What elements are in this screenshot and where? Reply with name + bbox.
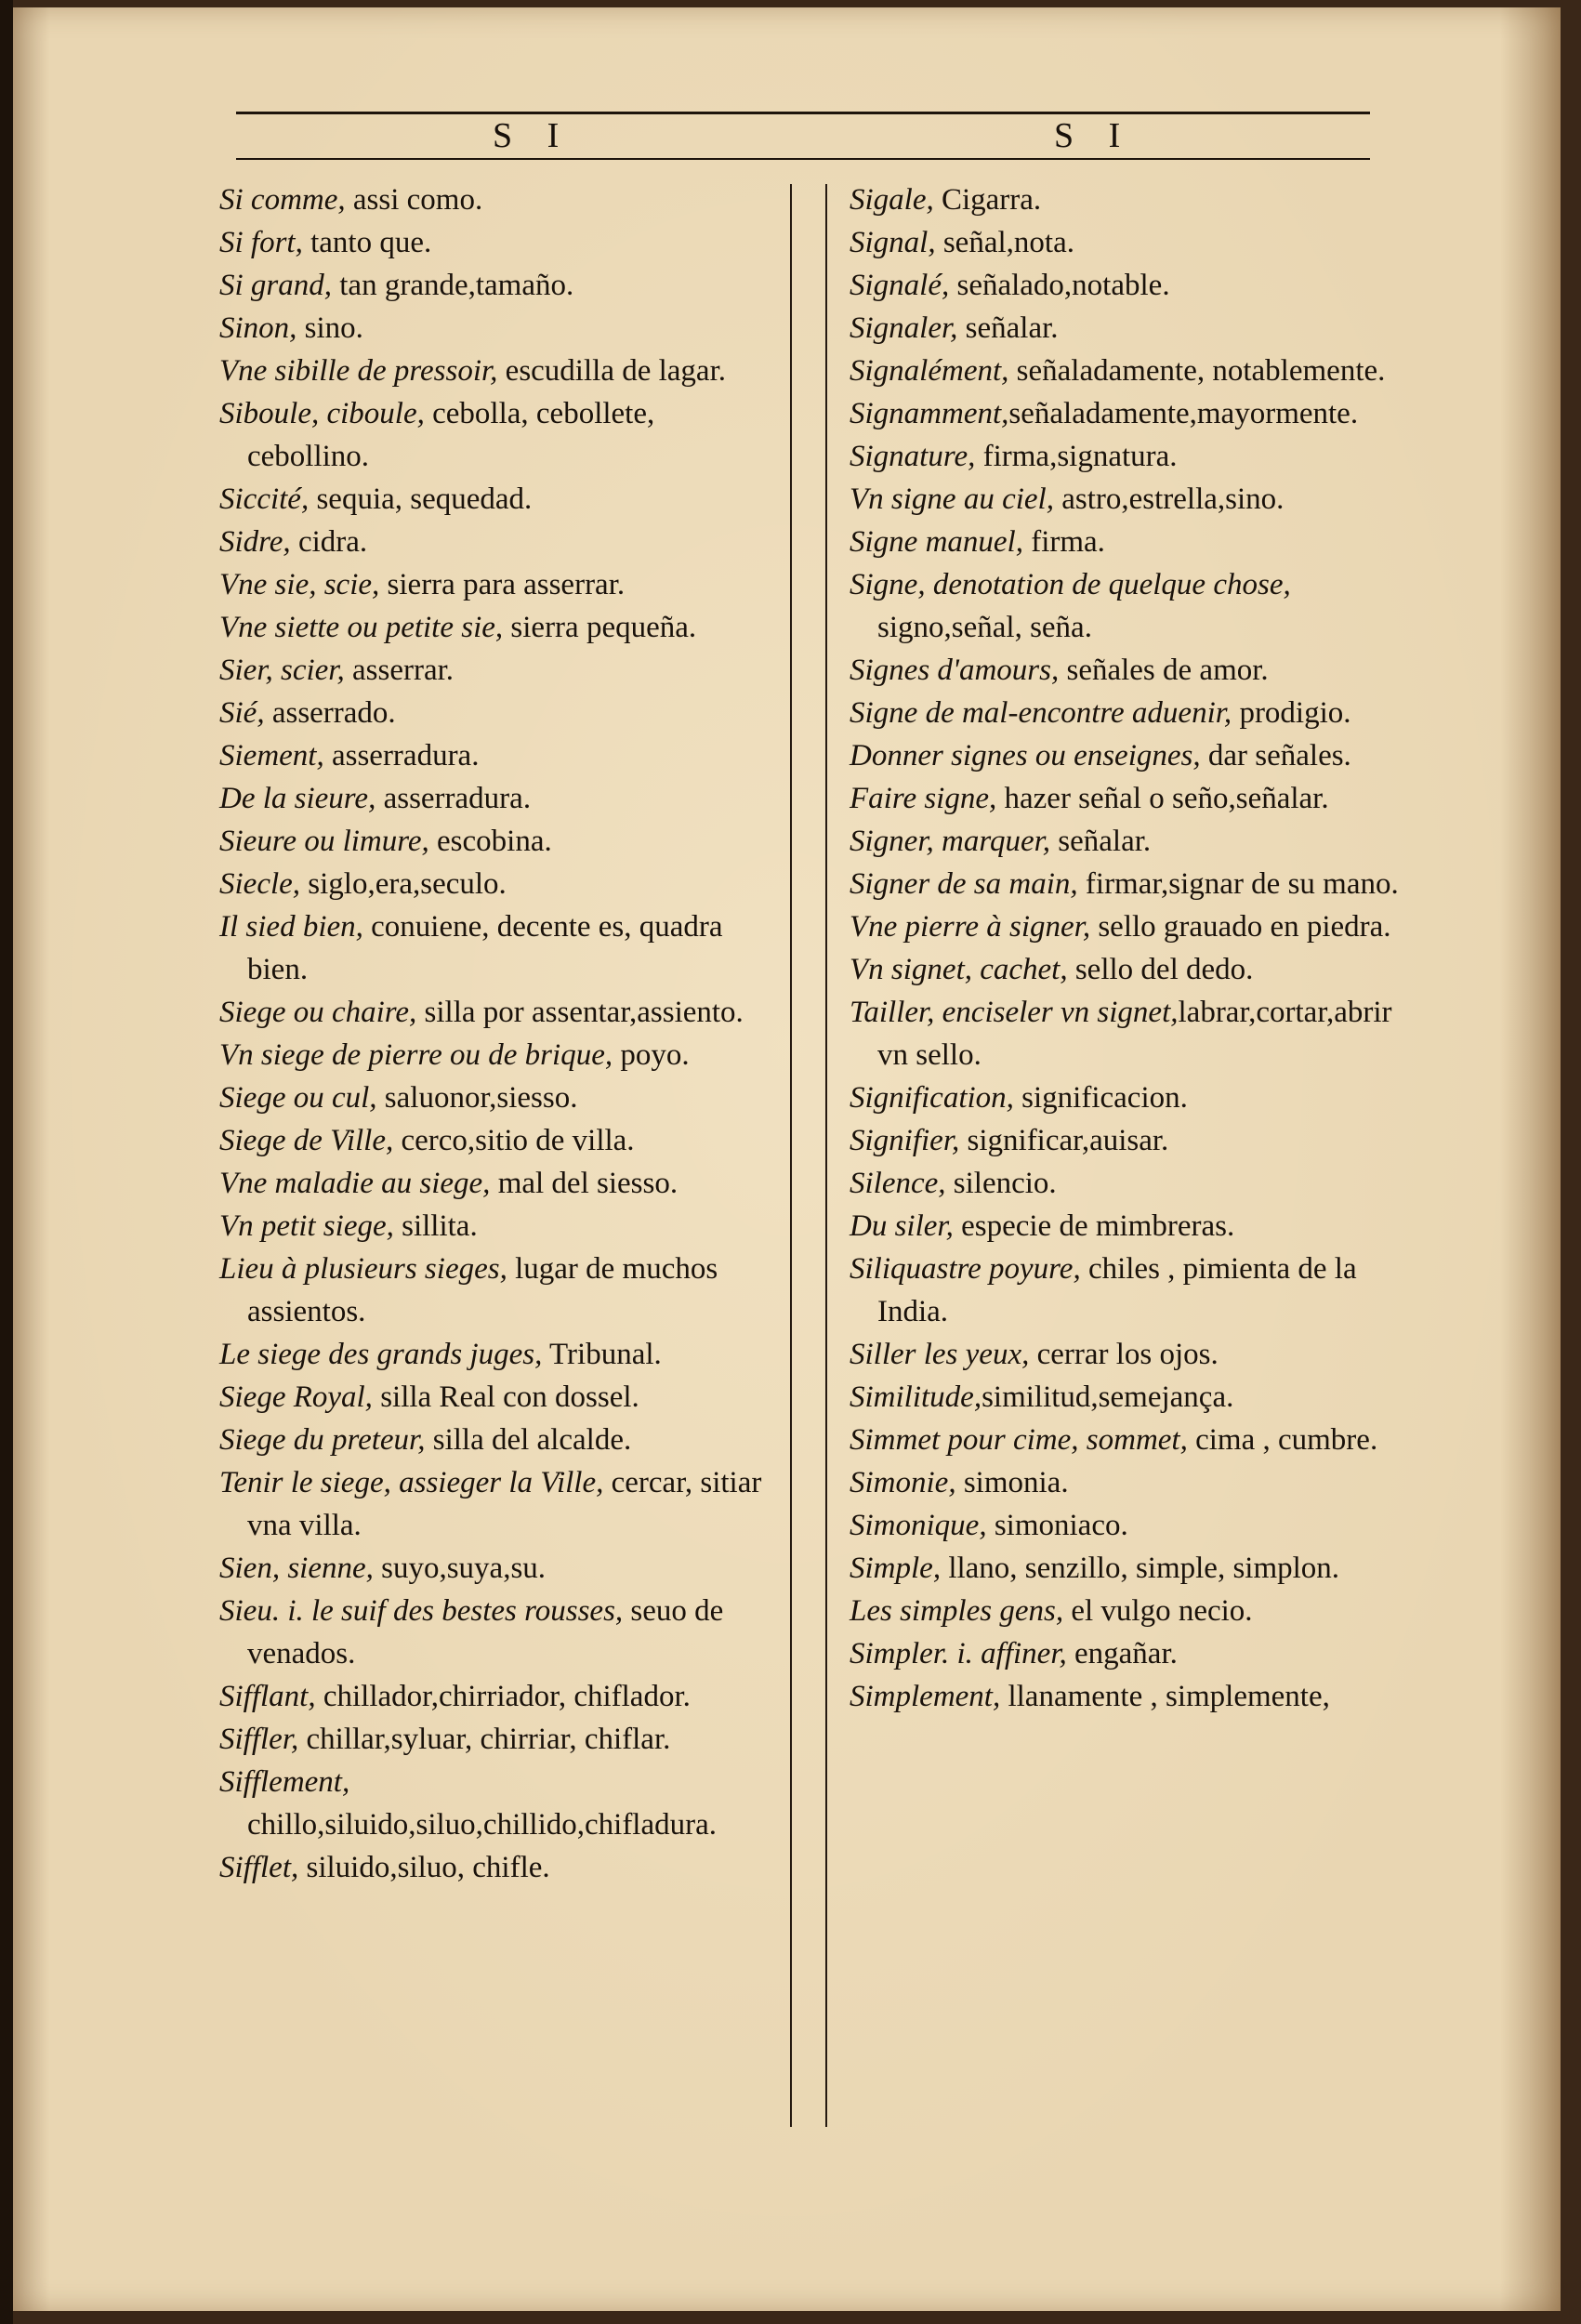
entry-definition: silla Real con dossel. bbox=[372, 1380, 639, 1414]
entry-definition: Cigarra. bbox=[933, 183, 1042, 217]
entry-headword: Siffler, bbox=[219, 1723, 299, 1756]
entry-headword: Vne maladie au siege, bbox=[219, 1167, 491, 1200]
entry-headword: Lieu à plusieurs sieges, bbox=[219, 1252, 507, 1286]
entry-definition: llano, senzillo, simple, simplon. bbox=[941, 1552, 1340, 1585]
entry-headword: Tenir le siege, assieger la Ville, bbox=[219, 1466, 604, 1499]
entry-definition: siluido,siluo, chifle. bbox=[298, 1851, 550, 1884]
dictionary-entry bbox=[219, 1205, 777, 1248]
entry-headword: Sifflant, bbox=[219, 1680, 316, 1713]
entry-headword: Simpler. i. affiner, bbox=[850, 1637, 1067, 1670]
entry-headword: Signe manuel, bbox=[850, 525, 1023, 559]
dictionary-entry bbox=[219, 1846, 777, 1889]
dictionary-entry bbox=[219, 1461, 777, 1547]
dictionary-entry bbox=[219, 478, 777, 521]
entry-definition: señalar. bbox=[957, 311, 1059, 345]
entry-definition: asserradura. bbox=[375, 782, 532, 815]
entry-definition: señaladamente,mayormente. bbox=[1008, 397, 1359, 430]
entry-definition: señaladamente, notablemente. bbox=[1008, 354, 1386, 388]
entry-definition: el vulgo necio. bbox=[1063, 1594, 1253, 1628]
entry-definition: conuiene, decente es, quadra bien. bbox=[247, 910, 723, 986]
entry-definition: asserrado. bbox=[264, 696, 396, 730]
entry-definition: sello del dedo. bbox=[1067, 953, 1254, 986]
entry-headword: Sié, bbox=[219, 696, 265, 730]
entry-headword: Faire signe, bbox=[850, 782, 997, 815]
entry-definition: signo,señal, seña. bbox=[877, 611, 1092, 644]
entry-headword: Simplement, bbox=[850, 1680, 1001, 1713]
entry-definition: hazer señal o seño,señalar. bbox=[996, 782, 1329, 815]
entry-definition: asserrar. bbox=[344, 654, 455, 687]
entry-headword: Siege du preteur, bbox=[219, 1423, 426, 1457]
entry-definition: engañar. bbox=[1066, 1637, 1178, 1670]
dictionary-entry bbox=[219, 777, 777, 820]
dictionary-entry bbox=[850, 521, 1416, 563]
dictionary-entry bbox=[850, 1461, 1416, 1504]
entry-definition: significar,auisar. bbox=[959, 1124, 1169, 1157]
dictionary-entry bbox=[219, 905, 777, 991]
entry-definition: astro,estrella,sino. bbox=[1053, 482, 1285, 516]
dictionary-entry bbox=[850, 1419, 1416, 1461]
entry-definition: escudilla de lagar. bbox=[497, 354, 726, 388]
dictionary-entry bbox=[850, 1675, 1416, 1718]
entry-headword: Signification, bbox=[850, 1081, 1014, 1115]
entry-definition: prodigio. bbox=[1232, 696, 1351, 730]
entry-definition: chiles , pimienta de la India. bbox=[877, 1252, 1357, 1328]
dictionary-entry bbox=[219, 1718, 777, 1761]
entry-headword: Vne siette ou petite sie, bbox=[219, 611, 504, 644]
dictionary-entry bbox=[850, 392, 1416, 435]
dictionary-entry bbox=[219, 350, 777, 392]
entry-headword: Siege Royal, bbox=[219, 1380, 373, 1414]
left-column bbox=[219, 178, 777, 1889]
entry-definition: cebolla, cebollete, cebollino. bbox=[247, 397, 655, 473]
entry-headword: Sinon, bbox=[219, 311, 297, 345]
dictionary-entry bbox=[219, 1547, 777, 1590]
entry-headword: Le siege des grands juges, bbox=[219, 1338, 543, 1371]
entry-headword: Sidre, bbox=[219, 525, 291, 559]
entry-headword: Siege de Ville, bbox=[219, 1124, 394, 1157]
entry-headword: Vn signe au ciel, bbox=[850, 482, 1054, 516]
dictionary-entry bbox=[219, 264, 777, 307]
entry-headword: Sifflet, bbox=[219, 1851, 299, 1884]
entry-definition: llanamente , simplemente, bbox=[1000, 1680, 1330, 1713]
entry-headword: Signalément, bbox=[850, 354, 1009, 388]
entry-headword: Les simples gens, bbox=[850, 1594, 1064, 1628]
entry-headword: Signal, bbox=[850, 226, 936, 259]
entry-headword: Siecle, bbox=[219, 867, 301, 901]
dictionary-entry bbox=[850, 1333, 1416, 1376]
entry-definition: sino. bbox=[296, 311, 363, 345]
entry-definition: firma. bbox=[1022, 525, 1105, 559]
running-head-left: S I bbox=[493, 116, 573, 155]
dictionary-entry bbox=[850, 1547, 1416, 1590]
dictionary-entry bbox=[850, 820, 1416, 863]
entry-definition: tanto que. bbox=[302, 226, 432, 259]
entry-headword: Vne pierre à signer, bbox=[850, 910, 1091, 944]
entry-definition: firma,signatura. bbox=[975, 440, 1178, 473]
entry-definition: sierra para asserrar. bbox=[379, 568, 626, 601]
entry-headword: De la sieure, bbox=[219, 782, 376, 815]
dictionary-entry bbox=[850, 1376, 1416, 1419]
entry-definition: lugar de muchos assientos. bbox=[247, 1252, 718, 1328]
entry-definition: labrar,cortar,abrir vn sello. bbox=[877, 996, 1392, 1072]
entry-definition: cima , cumbre. bbox=[1187, 1423, 1378, 1457]
entry-headword: Signer, marquer, bbox=[850, 825, 1051, 858]
dictionary-entry bbox=[219, 820, 777, 863]
dictionary-entry bbox=[219, 1419, 777, 1461]
entry-headword: Vn siege de pierre ou de brique, bbox=[219, 1038, 613, 1072]
dictionary-entry bbox=[219, 307, 777, 350]
entry-definition: silla del alcalde. bbox=[425, 1423, 632, 1457]
entry-definition: seuo de venados. bbox=[247, 1594, 724, 1670]
running-head-right: S I bbox=[1054, 116, 1134, 155]
column-divider-right bbox=[825, 184, 827, 2127]
column-divider-left bbox=[790, 184, 792, 2127]
dictionary-entry bbox=[219, 1376, 777, 1419]
dictionary-entry bbox=[850, 649, 1416, 692]
entry-definition: suyo,suya,su. bbox=[373, 1552, 547, 1585]
entry-definition: saluonor,siesso. bbox=[376, 1081, 578, 1115]
dictionary-entry bbox=[219, 563, 777, 606]
entry-headword: Signe, denotation de quelque chose, bbox=[850, 568, 1291, 601]
entry-headword: Siege ou chaire, bbox=[219, 996, 417, 1029]
entry-headword: Signer de sa main, bbox=[850, 867, 1078, 901]
dictionary-entry bbox=[850, 863, 1416, 905]
dictionary-entry bbox=[219, 1034, 777, 1076]
dictionary-entry bbox=[850, 734, 1416, 777]
header-rule-bottom bbox=[236, 158, 1370, 160]
dictionary-entry bbox=[850, 991, 1416, 1076]
entry-definition: firmar,signar de su mano. bbox=[1077, 867, 1399, 901]
entry-headword: Vn signet, cachet, bbox=[850, 953, 1068, 986]
entry-headword: Simple, bbox=[850, 1552, 942, 1585]
dictionary-entry bbox=[219, 1076, 777, 1119]
entry-headword: Signe de mal-encontre aduenir, bbox=[850, 696, 1232, 730]
entry-headword: Signaler, bbox=[850, 311, 958, 345]
dictionary-entry bbox=[219, 1761, 777, 1846]
entry-headword: Si comme, bbox=[219, 183, 346, 217]
entry-definition: mal del siesso. bbox=[490, 1167, 679, 1200]
dictionary-entry bbox=[219, 692, 777, 734]
entry-definition: señalado,notable. bbox=[949, 269, 1170, 302]
dictionary-entry bbox=[219, 1248, 777, 1333]
entry-headword: Signalé, bbox=[850, 269, 950, 302]
entry-headword: Siller les yeux, bbox=[850, 1338, 1030, 1371]
entry-definition: Tribunal. bbox=[542, 1338, 662, 1371]
entry-definition: similitud,semejança. bbox=[982, 1380, 1234, 1414]
entry-headword: Il sied bien, bbox=[219, 910, 363, 944]
dictionary-entry bbox=[850, 1076, 1416, 1119]
entry-definition: cidra. bbox=[290, 525, 368, 559]
dictionary-entry bbox=[219, 991, 777, 1034]
dictionary-entry bbox=[850, 1119, 1416, 1162]
entry-definition: silencio. bbox=[945, 1167, 1057, 1200]
dictionary-entry bbox=[850, 478, 1416, 521]
entry-definition: simoniaco. bbox=[986, 1509, 1128, 1542]
entry-headword: Siement, bbox=[219, 739, 324, 772]
entry-definition: asserradura. bbox=[323, 739, 480, 772]
dictionary-entry bbox=[850, 435, 1416, 478]
entry-headword: Sigale, bbox=[850, 183, 934, 217]
dictionary-entry bbox=[219, 392, 777, 478]
dictionary-entry bbox=[219, 649, 777, 692]
entry-definition: sequia, sequedad. bbox=[309, 482, 533, 516]
dictionary-entry bbox=[219, 521, 777, 563]
entry-definition: especie de mimbreras. bbox=[953, 1209, 1235, 1243]
dictionary-entry bbox=[850, 350, 1416, 392]
dictionary-entry bbox=[850, 221, 1416, 264]
entry-headword: Simonique, bbox=[850, 1509, 987, 1542]
dictionary-entry bbox=[219, 1590, 777, 1675]
entry-definition: silla por assentar,assiento. bbox=[416, 996, 744, 1029]
entry-headword: Signifier, bbox=[850, 1124, 960, 1157]
entry-headword: Sieu. i. le suif des bestes rousses, bbox=[219, 1594, 624, 1628]
entry-headword: Sieure ou limure, bbox=[219, 825, 429, 858]
entry-definition: chillador,chirriador, chiflador. bbox=[315, 1680, 691, 1713]
dictionary-entry bbox=[850, 264, 1416, 307]
dictionary-page bbox=[13, 7, 1561, 2311]
dictionary-entry bbox=[219, 1333, 777, 1376]
entry-headword: Vne sibille de pressoir, bbox=[219, 354, 498, 388]
dictionary-entry bbox=[219, 1162, 777, 1205]
dictionary-entry bbox=[850, 1205, 1416, 1248]
entry-definition: sierra pequeña. bbox=[503, 611, 697, 644]
dictionary-entry bbox=[850, 178, 1416, 221]
entry-definition: chillo,siluido,siluo,chillido,chifladura. bbox=[247, 1808, 718, 1842]
entry-definition: siglo,era,seculo. bbox=[300, 867, 507, 901]
dictionary-entry bbox=[850, 948, 1416, 991]
entry-headword: Similitude, bbox=[850, 1380, 982, 1414]
dictionary-entry bbox=[219, 1675, 777, 1718]
entry-headword: Tailler, enciseler vn signet, bbox=[850, 996, 1179, 1029]
entry-headword: Vn petit siege, bbox=[219, 1209, 394, 1243]
entry-headword: Siliquastre poyure, bbox=[850, 1252, 1081, 1286]
entry-headword: Signature, bbox=[850, 440, 976, 473]
entry-definition: significacion. bbox=[1013, 1081, 1188, 1115]
entry-definition: cerrar los ojos. bbox=[1029, 1338, 1219, 1371]
entry-definition: assi como. bbox=[345, 183, 483, 217]
entry-headword: Siccité, bbox=[219, 482, 310, 516]
dictionary-entry bbox=[850, 307, 1416, 350]
entry-definition: señalar. bbox=[1050, 825, 1152, 858]
entry-headword: Siege ou cul, bbox=[219, 1081, 377, 1115]
dictionary-entry bbox=[850, 563, 1416, 649]
entry-definition: tan grande,tamaño. bbox=[332, 269, 574, 302]
entry-definition: chillar,syluar, chirriar, chiflar. bbox=[298, 1723, 671, 1756]
dictionary-entry bbox=[850, 777, 1416, 820]
dictionary-entry bbox=[850, 1590, 1416, 1632]
entry-headword: Sifflement, bbox=[219, 1765, 350, 1799]
entry-headword: Sien, sienne, bbox=[219, 1552, 374, 1585]
dictionary-entry bbox=[219, 863, 777, 905]
entry-headword: Silence, bbox=[850, 1167, 946, 1200]
entry-headword: Du siler, bbox=[850, 1209, 954, 1243]
header-rule-top bbox=[236, 112, 1370, 114]
entry-definition: poyo. bbox=[613, 1038, 690, 1072]
dictionary-entry bbox=[219, 1119, 777, 1162]
entry-headword: Simonie, bbox=[850, 1466, 956, 1499]
entry-headword: Vne sie, scie, bbox=[219, 568, 380, 601]
dictionary-entry bbox=[850, 905, 1416, 948]
dictionary-entry bbox=[219, 606, 777, 649]
entry-headword: Siboule, ciboule, bbox=[219, 397, 425, 430]
dictionary-entry bbox=[219, 221, 777, 264]
right-column bbox=[850, 178, 1416, 1718]
entry-definition: sello grauado en piedra. bbox=[1090, 910, 1391, 944]
entry-headword: Donner signes ou enseignes, bbox=[850, 739, 1201, 772]
entry-definition: señales de amor. bbox=[1059, 654, 1269, 687]
entry-definition: cercar, sitiar vna villa. bbox=[247, 1466, 762, 1542]
dictionary-entry bbox=[219, 734, 777, 777]
entry-headword: Signes d'amours, bbox=[850, 654, 1060, 687]
entry-headword: Si fort, bbox=[219, 226, 303, 259]
dictionary-entry bbox=[850, 692, 1416, 734]
entry-definition: dar señales. bbox=[1200, 739, 1351, 772]
entry-headword: Simmet pour cime, sommet, bbox=[850, 1423, 1188, 1457]
book-spine-shadow bbox=[0, 0, 13, 2324]
entry-definition: cerco,sitio de villa. bbox=[393, 1124, 635, 1157]
entry-headword: Sier, scier, bbox=[219, 654, 345, 687]
dictionary-entry bbox=[850, 1248, 1416, 1333]
entry-definition: señal,nota. bbox=[935, 226, 1074, 259]
entry-definition: escobina. bbox=[428, 825, 552, 858]
dictionary-entry bbox=[850, 1162, 1416, 1205]
entry-headword: Si grand, bbox=[219, 269, 333, 302]
dictionary-entry bbox=[850, 1632, 1416, 1675]
dictionary-entry bbox=[850, 1504, 1416, 1547]
entry-definition: simonia. bbox=[955, 1466, 1069, 1499]
entry-definition: sillita. bbox=[393, 1209, 478, 1243]
entry-headword: Signamment, bbox=[850, 397, 1009, 430]
dictionary-entry bbox=[219, 178, 777, 221]
